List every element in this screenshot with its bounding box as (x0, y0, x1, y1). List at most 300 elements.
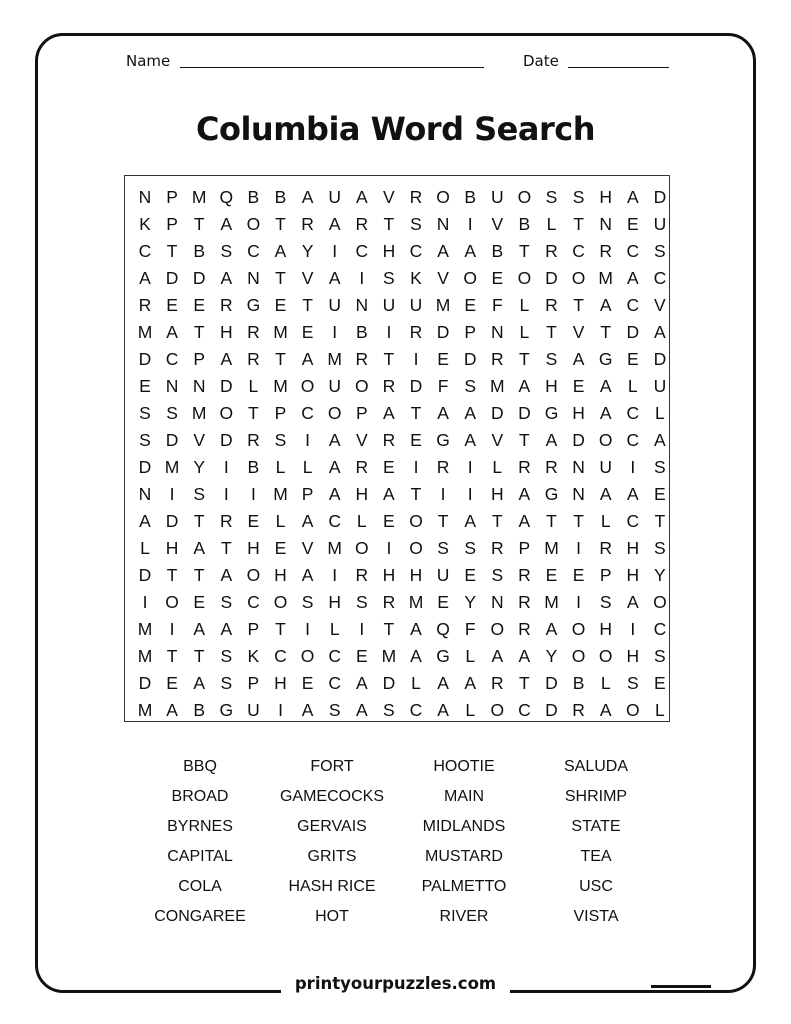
grid-cell[interactable]: A (355, 673, 368, 693)
grid-cell[interactable]: O (571, 619, 586, 639)
grid-cell[interactable]: T (275, 619, 286, 639)
grid-cell[interactable]: M (381, 646, 397, 666)
grid-cell[interactable]: T (654, 511, 666, 531)
grid-cell[interactable]: O (653, 592, 667, 612)
grid-cell[interactable]: I (359, 619, 365, 639)
grid-cell[interactable]: C (355, 241, 369, 261)
grid-cell[interactable]: P (193, 349, 206, 369)
grid-cell[interactable]: A (545, 619, 558, 639)
grid-cell[interactable]: R (599, 241, 612, 261)
grid-cell[interactable]: K (247, 646, 260, 666)
grid-cell[interactable]: R (247, 430, 260, 450)
grid-cell[interactable]: A (220, 349, 233, 369)
grid-cell[interactable]: V (572, 322, 585, 342)
grid-cell[interactable]: M (327, 538, 342, 558)
grid-cell[interactable]: D (463, 349, 477, 369)
grid-cell[interactable]: G (544, 403, 559, 423)
grid-cell[interactable]: C (328, 646, 341, 666)
grid-cell[interactable]: T (193, 214, 205, 234)
grid-cell[interactable]: T (491, 511, 503, 531)
grid-cell[interactable]: O (409, 511, 423, 531)
grid-cell[interactable]: A (220, 565, 233, 585)
grid-cell[interactable]: S (464, 376, 477, 396)
grid-cell[interactable]: A (355, 700, 368, 720)
grid-cell[interactable]: I (332, 241, 338, 261)
grid-cell[interactable]: I (223, 457, 229, 477)
grid-cell[interactable]: I (359, 268, 365, 288)
grid-cell[interactable]: R (247, 322, 260, 342)
grid-cell[interactable]: L (248, 376, 259, 396)
grid-cell[interactable]: I (576, 538, 582, 558)
grid-cell[interactable]: A (301, 565, 314, 585)
grid-cell[interactable]: D (490, 403, 504, 423)
grid-cell[interactable]: D (653, 187, 667, 207)
grid-cell[interactable]: E (193, 295, 206, 315)
grid-cell[interactable]: N (355, 295, 369, 315)
grid-cell[interactable]: E (572, 376, 585, 396)
grid-cell[interactable]: N (572, 484, 585, 504)
grid-cell[interactable]: T (519, 241, 530, 261)
grid-cell[interactable]: P (166, 214, 178, 234)
grid-cell[interactable]: R (301, 214, 314, 234)
grid-cell[interactable]: D (518, 403, 531, 423)
grid-cell[interactable]: D (165, 430, 179, 450)
grid-cell[interactable]: E (166, 295, 178, 315)
grid-cell[interactable]: B (491, 241, 504, 261)
grid-cell[interactable]: M (137, 700, 153, 720)
grid-cell[interactable]: A (491, 646, 504, 666)
grid-cell[interactable]: T (410, 403, 422, 423)
grid-cell[interactable]: E (383, 457, 395, 477)
grid-cell[interactable]: H (382, 565, 396, 585)
grid-cell[interactable]: D (626, 322, 640, 342)
grid-cell[interactable]: N (436, 214, 450, 234)
grid-cell[interactable]: L (356, 511, 367, 531)
grid-cell[interactable]: L (275, 511, 286, 531)
grid-cell[interactable]: D (382, 673, 396, 693)
grid-cell[interactable]: S (654, 457, 666, 477)
grid-cell[interactable]: A (518, 484, 531, 504)
grid-cell[interactable]: L (275, 457, 286, 477)
grid-cell[interactable]: S (355, 592, 368, 612)
grid-cell[interactable]: I (386, 538, 392, 558)
grid-cell[interactable]: S (139, 430, 151, 450)
grid-cell[interactable]: D (165, 268, 179, 288)
grid-cell[interactable]: F (437, 376, 449, 396)
grid-cell[interactable]: U (490, 187, 504, 207)
grid-cell[interactable]: M (273, 376, 288, 396)
grid-cell[interactable]: H (274, 673, 287, 693)
grid-cell[interactable]: G (436, 646, 450, 666)
grid-cell[interactable]: C (572, 241, 585, 261)
grid-cell[interactable]: R (382, 592, 396, 612)
grid-cell[interactable]: S (410, 214, 422, 234)
grid-cell[interactable]: H (626, 538, 640, 558)
grid-cell[interactable]: E (139, 376, 151, 396)
grid-cell[interactable]: C (626, 511, 640, 531)
grid-cell[interactable]: E (654, 673, 666, 693)
grid-cell[interactable]: S (383, 700, 395, 720)
grid-cell[interactable]: O (219, 403, 234, 423)
grid-cell[interactable]: A (410, 619, 422, 639)
grid-cell[interactable]: L (546, 214, 557, 234)
grid-cell[interactable]: S (491, 565, 504, 585)
grid-cell[interactable]: K (410, 268, 422, 288)
grid-cell[interactable]: D (219, 430, 233, 450)
grid-cell[interactable]: I (413, 349, 419, 369)
grid-cell[interactable]: A (328, 430, 341, 450)
grid-cell[interactable]: A (464, 430, 477, 450)
grid-cell[interactable]: I (305, 430, 311, 450)
grid-cell[interactable]: T (573, 511, 584, 531)
grid-cell[interactable]: N (165, 376, 179, 396)
grid-cell[interactable]: D (138, 457, 152, 477)
grid-cell[interactable]: C (409, 700, 423, 720)
grid-cell[interactable]: G (544, 484, 559, 504)
grid-cell[interactable]: D (545, 673, 558, 693)
grid-cell[interactable]: Q (219, 187, 234, 207)
grid-cell[interactable]: R (518, 565, 531, 585)
grid-cell[interactable]: P (166, 187, 178, 207)
grid-cell[interactable]: F (464, 619, 476, 639)
grid-cell[interactable]: Y (545, 646, 558, 666)
grid-cell[interactable]: U (328, 295, 341, 315)
grid-cell[interactable]: E (572, 565, 585, 585)
grid-cell[interactable]: A (545, 430, 558, 450)
grid-cell[interactable]: H (490, 484, 504, 504)
grid-cell[interactable]: A (328, 457, 341, 477)
grid-cell[interactable]: T (600, 322, 612, 342)
grid-cell[interactable]: A (626, 592, 639, 612)
grid-cell[interactable]: N (192, 376, 206, 396)
grid-cell[interactable]: I (169, 619, 175, 639)
grid-cell[interactable]: T (275, 214, 286, 234)
grid-cell[interactable]: O (490, 700, 505, 720)
grid-cell[interactable]: M (408, 592, 424, 612)
grid-cell[interactable]: N (599, 214, 612, 234)
grid-cell[interactable]: B (247, 457, 260, 477)
grid-cell[interactable]: P (247, 619, 260, 639)
grid-cell[interactable]: O (354, 538, 369, 558)
grid-cell[interactable]: A (410, 646, 422, 666)
grid-cell[interactable]: H (328, 592, 341, 612)
grid-cell[interactable]: S (166, 403, 178, 423)
grid-cell[interactable]: S (220, 673, 233, 693)
grid-cell[interactable]: A (599, 376, 612, 396)
grid-cell[interactable]: R (545, 457, 558, 477)
grid-cell[interactable]: A (301, 700, 314, 720)
grid-cell[interactable]: Y (301, 241, 314, 261)
grid-cell[interactable]: S (383, 268, 395, 288)
grid-cell[interactable]: E (491, 268, 504, 288)
grid-cell[interactable]: I (169, 484, 175, 504)
grid-cell[interactable]: A (274, 241, 287, 261)
grid-cell[interactable]: B (572, 673, 585, 693)
grid-cell[interactable]: M (273, 322, 288, 342)
grid-cell[interactable]: L (655, 700, 665, 720)
grid-cell[interactable]: N (138, 187, 152, 207)
grid-cell[interactable]: I (332, 565, 338, 585)
grid-cell[interactable]: U (247, 700, 260, 720)
grid-cell[interactable]: P (301, 484, 314, 504)
grid-cell[interactable]: B (193, 241, 206, 261)
grid-cell[interactable]: F (491, 295, 503, 315)
grid-cell[interactable]: T (573, 214, 584, 234)
grid-cell[interactable]: T (275, 268, 286, 288)
grid-cell[interactable]: M (137, 646, 153, 666)
grid-cell[interactable]: R (355, 565, 369, 585)
grid-cell[interactable]: C (247, 241, 260, 261)
grid-cell[interactable]: O (571, 646, 586, 666)
grid-cell[interactable]: M (544, 592, 559, 612)
grid-cell[interactable]: S (220, 241, 233, 261)
grid-cell[interactable]: A (464, 511, 477, 531)
grid-cell[interactable]: P (247, 673, 260, 693)
grid-cell[interactable]: I (250, 484, 256, 504)
grid-cell[interactable]: L (627, 376, 638, 396)
grid-cell[interactable]: O (165, 592, 179, 612)
grid-cell[interactable]: A (139, 511, 151, 531)
grid-cell[interactable]: M (273, 484, 288, 504)
grid-cell[interactable]: R (355, 214, 369, 234)
grid-cell[interactable]: C (328, 511, 341, 531)
grid-cell[interactable]: E (626, 349, 639, 369)
grid-cell[interactable]: H (274, 565, 287, 585)
grid-cell[interactable]: D (165, 511, 179, 531)
grid-cell[interactable]: R (247, 349, 260, 369)
grid-cell[interactable]: A (355, 187, 368, 207)
grid-cell[interactable]: D (219, 376, 233, 396)
grid-cell[interactable]: O (598, 430, 613, 450)
grid-cell[interactable]: B (464, 187, 477, 207)
grid-cell[interactable]: C (518, 700, 531, 720)
grid-cell[interactable]: I (278, 700, 283, 720)
grid-cell[interactable]: A (599, 700, 612, 720)
grid-cell[interactable]: Y (654, 565, 666, 585)
grid-cell[interactable]: R (518, 457, 531, 477)
grid-cell[interactable]: C (274, 646, 287, 666)
grid-cell[interactable]: U (436, 565, 450, 585)
grid-cell[interactable]: I (413, 457, 419, 477)
grid-cell[interactable]: A (437, 700, 449, 720)
grid-cell[interactable]: D (545, 700, 558, 720)
grid-cell[interactable]: O (300, 376, 315, 396)
grid-cell[interactable]: A (464, 241, 477, 261)
grid-cell[interactable]: C (653, 619, 667, 639)
grid-cell[interactable]: L (465, 646, 476, 666)
name-field[interactable] (180, 67, 484, 68)
grid-cell[interactable]: Q (436, 619, 450, 639)
grid-cell[interactable]: T (437, 511, 449, 531)
grid-cell[interactable]: A (626, 268, 639, 288)
grid-cell[interactable]: C (626, 295, 640, 315)
grid-cell[interactable]: U (409, 295, 423, 315)
grid-cell[interactable]: V (355, 430, 368, 450)
grid-cell[interactable]: B (193, 700, 206, 720)
grid-cell[interactable]: R (490, 538, 504, 558)
grid-cell[interactable]: T (383, 214, 395, 234)
grid-cell[interactable]: O (517, 187, 532, 207)
grid-cell[interactable]: I (332, 322, 338, 342)
grid-cell[interactable]: H (165, 538, 179, 558)
grid-cell[interactable]: O (273, 592, 288, 612)
grid-cell[interactable]: L (519, 295, 530, 315)
grid-cell[interactable]: C (626, 403, 640, 423)
grid-cell[interactable]: S (220, 646, 233, 666)
grid-cell[interactable]: A (383, 484, 395, 504)
grid-cell[interactable]: A (328, 268, 341, 288)
grid-cell[interactable]: M (327, 349, 342, 369)
grid-cell[interactable]: U (382, 295, 396, 315)
grid-cell[interactable]: G (246, 295, 261, 315)
grid-cell[interactable]: E (274, 295, 287, 315)
grid-cell[interactable]: S (599, 592, 612, 612)
grid-cell[interactable]: I (386, 322, 392, 342)
grid-cell[interactable]: O (246, 565, 261, 585)
grid-cell[interactable]: A (572, 349, 585, 369)
grid-cell[interactable]: D (138, 349, 152, 369)
grid-cell[interactable]: H (247, 538, 260, 558)
grid-cell[interactable]: T (519, 673, 530, 693)
grid-cell[interactable]: R (382, 430, 396, 450)
grid-cell[interactable]: I (223, 484, 229, 504)
grid-cell[interactable]: D (545, 268, 558, 288)
grid-cell[interactable]: H (599, 619, 612, 639)
grid-cell[interactable]: H (626, 565, 640, 585)
grid-cell[interactable]: R (382, 376, 396, 396)
grid-cell[interactable]: T (193, 646, 205, 666)
grid-cell[interactable]: I (142, 592, 148, 612)
grid-cell[interactable]: A (166, 700, 178, 720)
grid-cell[interactable]: C (328, 673, 341, 693)
grid-cell[interactable]: V (193, 430, 206, 450)
grid-cell[interactable]: V (491, 214, 504, 234)
grid-cell[interactable]: L (519, 322, 530, 342)
grid-cell[interactable]: S (545, 187, 558, 207)
grid-cell[interactable]: E (355, 646, 368, 666)
grid-cell[interactable]: T (519, 430, 530, 450)
grid-cell[interactable]: T (573, 295, 584, 315)
grid-cell[interactable]: T (410, 484, 422, 504)
grid-cell[interactable]: I (440, 484, 446, 504)
grid-cell[interactable]: T (383, 619, 395, 639)
grid-cell[interactable]: B (274, 187, 287, 207)
grid-cell[interactable]: A (193, 673, 206, 693)
grid-cell[interactable]: R (219, 511, 233, 531)
grid-cell[interactable]: C (409, 241, 423, 261)
grid-cell[interactable]: I (576, 592, 582, 612)
grid-cell[interactable]: B (247, 187, 260, 207)
grid-cell[interactable]: R (490, 673, 504, 693)
grid-cell[interactable]: A (301, 349, 314, 369)
grid-cell[interactable]: M (435, 295, 451, 315)
grid-cell[interactable]: T (546, 511, 557, 531)
grid-cell[interactable]: I (467, 214, 473, 234)
grid-cell[interactable]: S (654, 241, 666, 261)
grid-cell[interactable]: R (518, 619, 531, 639)
grid-cell[interactable]: V (383, 187, 395, 207)
grid-cell[interactable]: N (490, 592, 504, 612)
grid-cell[interactable]: E (166, 673, 178, 693)
grid-cell[interactable]: E (626, 214, 639, 234)
grid-cell[interactable]: V (491, 430, 504, 450)
grid-cell[interactable]: C (165, 349, 179, 369)
grid-cell[interactable]: M (137, 619, 153, 639)
grid-cell[interactable]: H (572, 403, 585, 423)
grid-cell[interactable]: S (139, 403, 151, 423)
grid-cell[interactable]: C (247, 592, 260, 612)
grid-cell[interactable]: R (599, 538, 612, 558)
grid-cell[interactable]: R (138, 295, 152, 315)
grid-cell[interactable]: T (546, 322, 557, 342)
grid-cell[interactable]: E (545, 565, 558, 585)
grid-cell[interactable]: T (383, 349, 395, 369)
grid-cell[interactable]: G (598, 349, 613, 369)
grid-cell[interactable]: S (626, 673, 639, 693)
grid-cell[interactable]: A (599, 484, 612, 504)
grid-cell[interactable]: T (166, 646, 178, 666)
grid-cell[interactable]: C (138, 241, 152, 261)
grid-cell[interactable]: L (411, 673, 421, 693)
grid-cell[interactable]: R (545, 241, 558, 261)
grid-cell[interactable]: L (140, 538, 150, 558)
grid-cell[interactable]: E (193, 592, 206, 612)
grid-cell[interactable]: E (437, 349, 449, 369)
grid-cell[interactable]: O (625, 700, 640, 720)
grid-cell[interactable]: T (302, 295, 313, 315)
grid-cell[interactable]: L (600, 511, 611, 531)
grid-cell[interactable]: P (518, 538, 531, 558)
grid-cell[interactable]: A (464, 403, 477, 423)
grid-cell[interactable]: P (464, 322, 477, 342)
grid-cell[interactable]: D (138, 565, 152, 585)
grid-cell[interactable]: O (490, 619, 505, 639)
grid-cell[interactable]: O (409, 538, 423, 558)
grid-cell[interactable]: D (436, 322, 450, 342)
grid-cell[interactable]: M (164, 457, 180, 477)
grid-cell[interactable]: H (409, 565, 423, 585)
grid-cell[interactable]: A (301, 511, 314, 531)
grid-cell[interactable]: R (355, 457, 369, 477)
grid-cell[interactable]: O (598, 646, 613, 666)
grid-cell[interactable]: T (248, 403, 259, 423)
grid-cell[interactable]: U (599, 457, 612, 477)
grid-cell[interactable]: M (191, 187, 207, 207)
grid-cell[interactable]: A (220, 268, 233, 288)
grid-cell[interactable]: T (193, 511, 205, 531)
grid-cell[interactable]: H (382, 241, 396, 261)
grid-cell[interactable]: L (302, 457, 313, 477)
grid-cell[interactable]: A (464, 673, 477, 693)
grid-cell[interactable]: H (355, 484, 369, 504)
grid-cell[interactable]: N (572, 457, 585, 477)
grid-cell[interactable]: E (437, 592, 449, 612)
grid-cell[interactable]: L (600, 673, 611, 693)
grid-cell[interactable]: A (139, 268, 151, 288)
grid-cell[interactable]: O (354, 376, 369, 396)
grid-cell[interactable]: E (301, 322, 314, 342)
grid-cell[interactable]: E (274, 538, 287, 558)
grid-cell[interactable]: S (654, 538, 666, 558)
grid-cell[interactable]: Y (193, 457, 206, 477)
grid-cell[interactable]: R (409, 322, 423, 342)
grid-cell[interactable]: D (138, 673, 152, 693)
grid-cell[interactable]: U (653, 376, 667, 396)
grid-cell[interactable]: O (571, 268, 586, 288)
grid-cell[interactable]: E (383, 511, 395, 531)
grid-cell[interactable]: V (654, 295, 666, 315)
grid-cell[interactable]: C (626, 430, 640, 450)
